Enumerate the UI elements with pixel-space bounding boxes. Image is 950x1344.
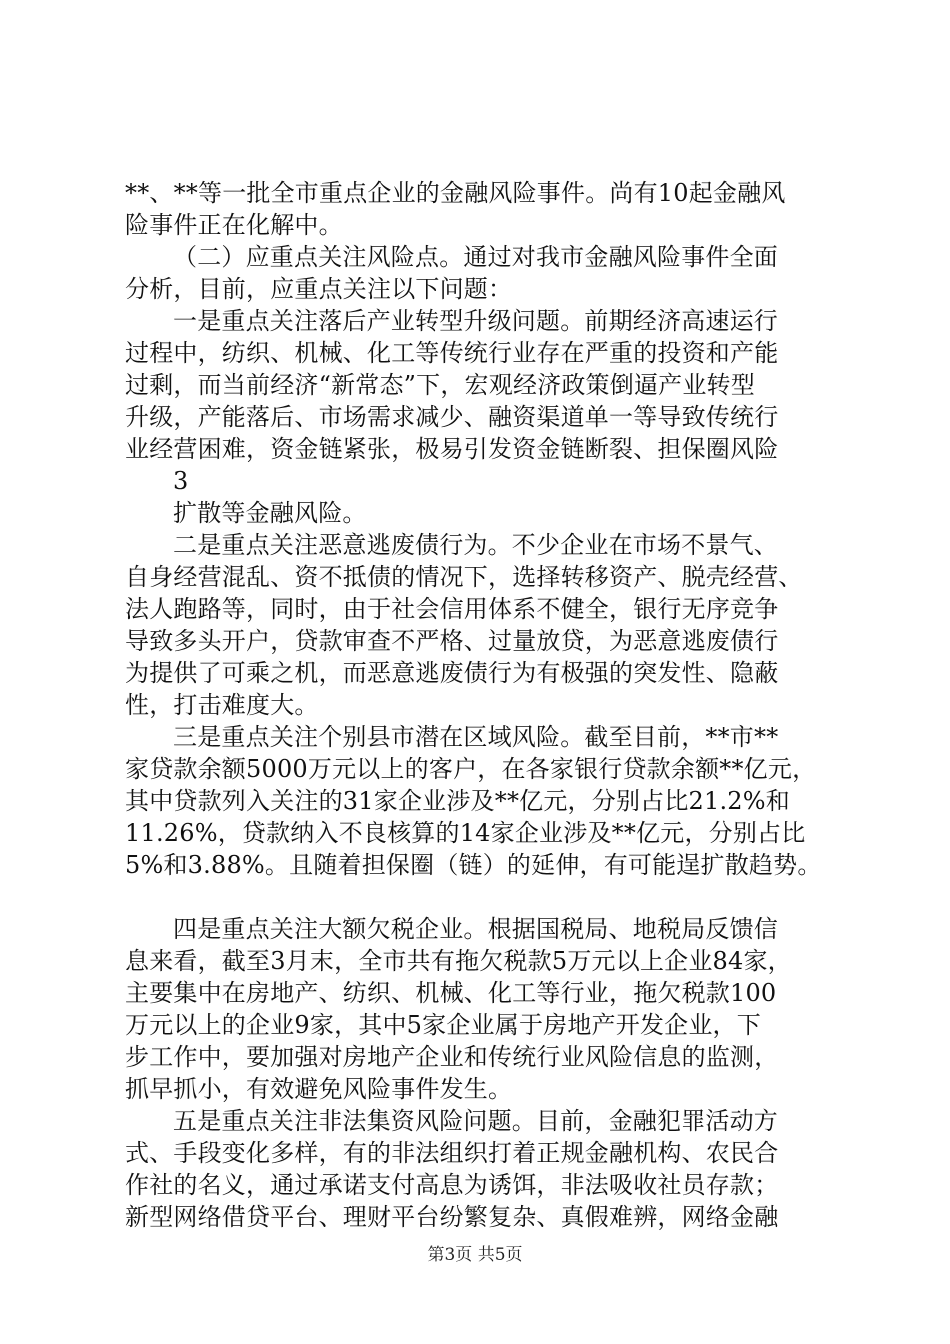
text-line: 5%和3.88%。且随着担保圈（链）的延伸，有可能逞扩散趋势。 bbox=[125, 851, 822, 879]
text-line: 家贷款余额5000万元以上的客户，在各家银行贷款余额**亿元， bbox=[125, 755, 817, 783]
text-line: 息来看，截至3月末，全市共有拖欠税款5万元以上企业84家， bbox=[125, 947, 792, 975]
text-line: 导致多头开户，贷款审查不严格、过量放贷，为恶意逃废债行 bbox=[125, 627, 779, 655]
text-line: 步工作中，要加强对房地产企业和传统行业风险信息的监测， bbox=[125, 1043, 779, 1071]
text-line: 万元以上的企业9家，其中5家企业属于房地产开发企业，下 bbox=[125, 1011, 761, 1039]
text-line: 新型网络借贷平台、理财平台纷繁复杂、真假难辨，网络金融 bbox=[125, 1203, 779, 1231]
text-line: 性，打击难度大。 bbox=[125, 691, 319, 719]
text-line: 11.26%，贷款纳入不良核算的14家企业涉及**亿元，分别占比 bbox=[125, 819, 806, 847]
page-footer: 第3页 共5页 bbox=[427, 1245, 523, 1265]
text-line: **、**等一批全市重点企业的金融风险事件。尚有10起金融风 bbox=[125, 179, 786, 207]
section-heading: （二）应重点关注风险点。通过对我市金融风险事件全面 bbox=[173, 243, 778, 271]
text-line: 抓早抓小，有效避免风险事件发生。 bbox=[125, 1075, 513, 1103]
paragraph-start: 五是重点关注非法集资风险问题。目前，金融犯罪活动方 bbox=[173, 1107, 778, 1135]
text-line: 其中贷款列入关注的31家企业涉及**亿元，分别占比21.2%和 bbox=[125, 787, 790, 815]
text-line: 自身经营混乱、资不抵债的情况下，选择转移资产、脱壳经营、 bbox=[125, 563, 803, 591]
paragraph-start: 二是重点关注恶意逃废债行为。不少企业在市场不景气、 bbox=[173, 531, 778, 559]
page-number-inline: 3 bbox=[173, 467, 189, 495]
text-line: 作社的名义，通过承诺支付高息为诱饵，非法吸收社员存款； bbox=[125, 1171, 779, 1199]
text-line: 升级，产能落后、市场需求减少、融资渠道单一等导致传统行 bbox=[125, 403, 779, 431]
text-line: 扩散等金融风险。 bbox=[173, 499, 367, 527]
text-line: 业经营困难，资金链紧张，极易引发资金链断裂、担保圈风险 bbox=[125, 435, 779, 463]
text-line: 主要集中在房地产、纺织、机械、化工等行业，拖欠税款100 bbox=[125, 979, 777, 1007]
text-line: 为提供了可乘之机，而恶意逃废债行为有极强的突发性、隐蔽 bbox=[125, 659, 779, 687]
text-line: 法人跑路等，同时，由于社会信用体系不健全，银行无序竞争 bbox=[125, 595, 779, 623]
text-line: 式、手段变化多样，有的非法组织打着正规金融机构、农民合 bbox=[125, 1139, 779, 1167]
text-line: 过剩，而当前经济“新常态”下，宏观经济政策倒逼产业转型 bbox=[125, 371, 755, 399]
paragraph-start: 四是重点关注大额欠税企业。根据国税局、地税局反馈信 bbox=[173, 915, 778, 943]
paragraph-start: 一是重点关注落后产业转型升级问题。前期经济高速运行 bbox=[173, 307, 778, 335]
text-line: 过程中，纺织、机械、化工等传统行业存在严重的投资和产能 bbox=[125, 339, 779, 367]
text-line: 分析，目前，应重点关注以下问题： bbox=[125, 275, 513, 303]
text-line: 险事件正在化解中。 bbox=[125, 211, 343, 239]
paragraph-start: 三是重点关注个别县市潜在区域风险。截至目前，**市** bbox=[173, 723, 779, 751]
